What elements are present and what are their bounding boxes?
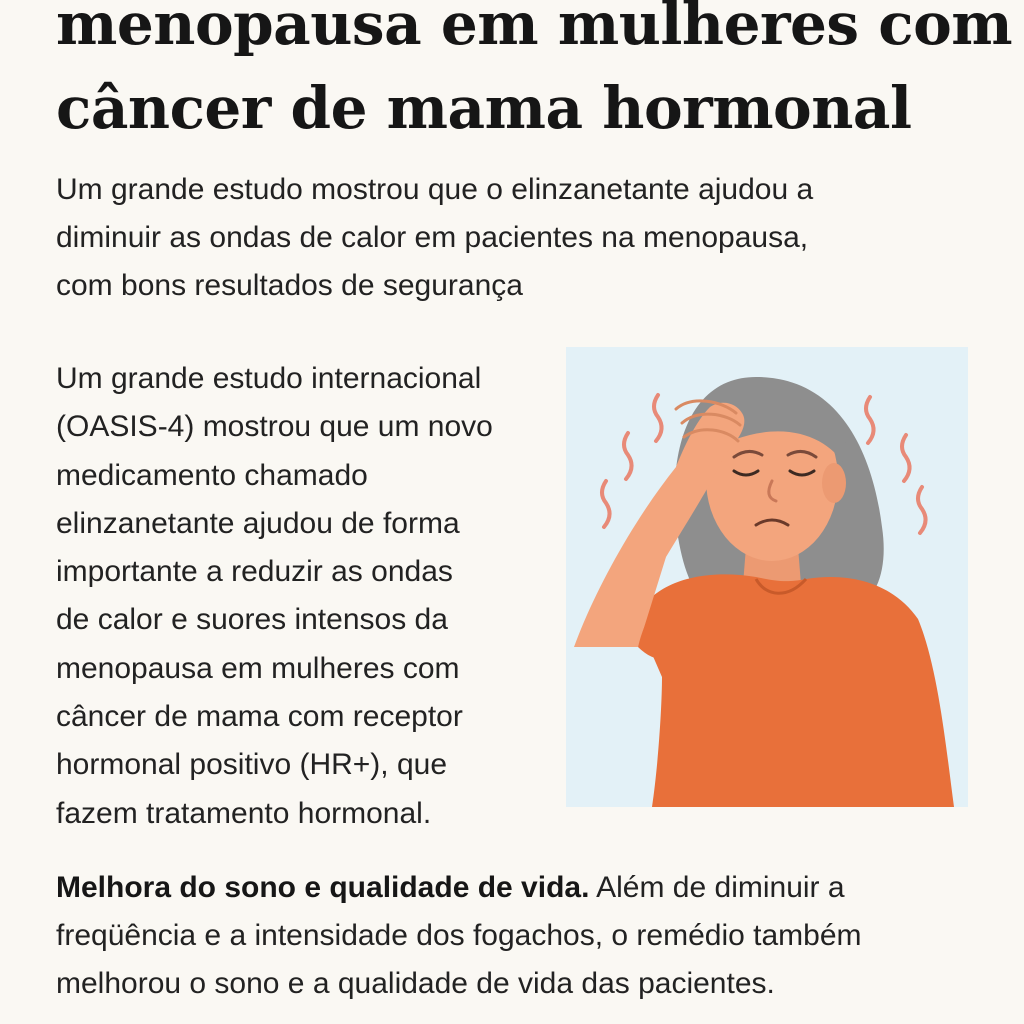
body-paragraph xyxy=(56,355,556,838)
closing-bold-lead: Melhora do sono e qualidade de vida. xyxy=(56,871,590,904)
woman-hot-flash-illustration xyxy=(566,347,968,807)
subtitle xyxy=(56,166,976,310)
body-line-1: Um grande estudo internacional xyxy=(56,362,482,395)
headline xyxy=(56,0,1013,150)
subtitle-line-2: diminuir as ondas de calor em pacientes na menopausa, xyxy=(56,221,809,254)
closing-line-3: melhorou o sono e a qualidade de vida das pacientes. xyxy=(56,967,775,1000)
body-line-2: (OASIS-4) mostrou que um novo xyxy=(56,410,493,444)
closing-line-2: freqüência e a intensidade dos fogachos, o remédio também xyxy=(56,919,862,952)
body-line-4: elinzanetante ajudou de forma xyxy=(56,506,460,540)
body-line-8: câncer de mama com receptor xyxy=(56,700,463,734)
body-line-6: de calor e suores intensos da xyxy=(56,603,448,637)
closing-paragraph xyxy=(56,864,996,1008)
closing-line-1 xyxy=(56,864,996,912)
headline-line-1: menopausa em mulheres com xyxy=(56,0,1013,58)
closing-line-1-rest: Além de diminuir a xyxy=(589,871,845,904)
shirt-shape xyxy=(636,574,954,807)
subtitle-line-1: Um grande estudo mostrou que o elinzanetante ajudou a xyxy=(56,173,814,206)
body-line-5: importante a reduzir as ondas xyxy=(56,555,453,589)
body-line-10: fazem tratamento hormonal. xyxy=(56,796,432,830)
subtitle-line-3: com bons resultados de segurança xyxy=(56,269,523,302)
body-line-7: menopausa em mulheres com xyxy=(56,651,460,685)
body-line-3: medicamento chamado xyxy=(56,458,368,492)
body-line-9: hormonal positivo (HR+), que xyxy=(56,748,448,782)
headline-line-2: câncer de mama hormonal xyxy=(56,74,912,142)
